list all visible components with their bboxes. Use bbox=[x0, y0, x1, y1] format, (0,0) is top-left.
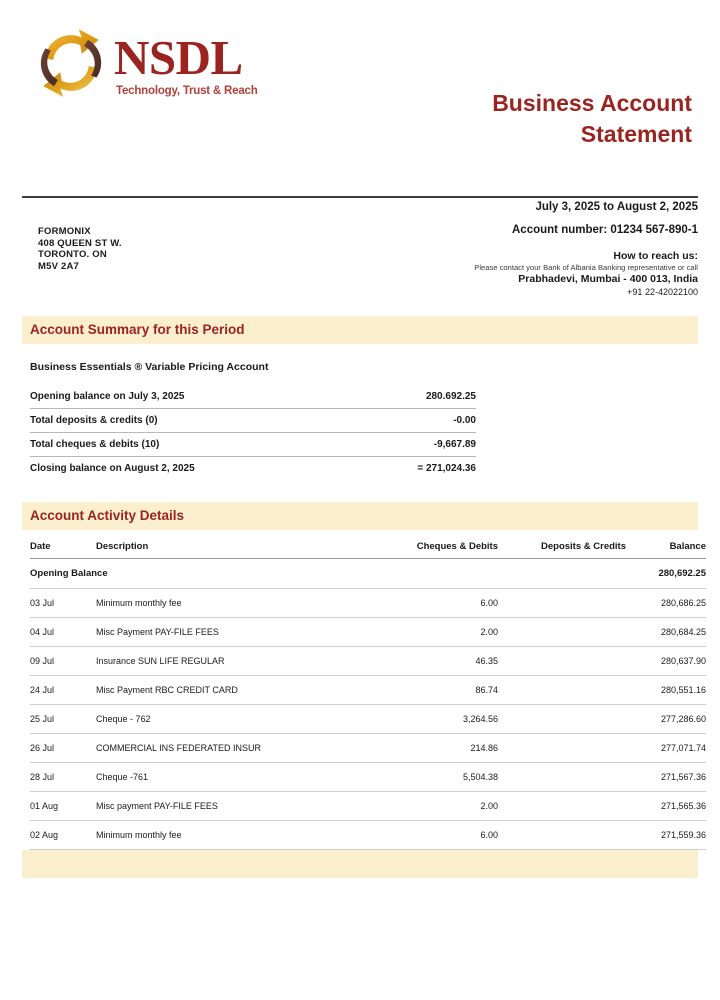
summary-label: Closing balance on August 2, 2025 bbox=[30, 463, 195, 474]
cell-balance: 280,684.25 bbox=[626, 618, 706, 647]
summary-value: -0.00 bbox=[253, 409, 476, 433]
cell-balance: 280,686.25 bbox=[626, 589, 706, 618]
table-body bbox=[30, 559, 706, 850]
summary-label: Opening balance on July 3, 2025 bbox=[30, 385, 253, 409]
account-info-section bbox=[22, 198, 698, 316]
cell-credit bbox=[498, 821, 626, 850]
page-title-line2: Statement bbox=[580, 121, 692, 147]
cell-date: 28 Jul bbox=[30, 763, 96, 792]
table-row bbox=[30, 705, 706, 734]
summary-value: = 271,024.36 bbox=[417, 463, 476, 474]
table-row bbox=[30, 792, 706, 821]
statement-period: July 3, 2025 to August 2, 2025 bbox=[535, 201, 698, 213]
page-title-line1: Business Account bbox=[492, 90, 692, 116]
circular-arrows-logo-icon bbox=[32, 26, 110, 100]
activity-footer-band bbox=[22, 850, 698, 878]
how-to-reach-line: Please contact your Bank of Albania Banking representative or call bbox=[474, 263, 698, 272]
column-header-date: Date bbox=[30, 530, 96, 559]
statement-meta bbox=[178, 201, 698, 298]
cell-balance: 280,637.90 bbox=[626, 647, 706, 676]
cell-debit: 214.86 bbox=[346, 734, 498, 763]
cell-balance: 277,071.74 bbox=[626, 734, 706, 763]
cell-date: 02 Aug bbox=[30, 821, 96, 850]
cell-debit: 5,504.38 bbox=[346, 763, 498, 792]
bank-address: Prabhadevi, Mumbai - 400 013, India bbox=[518, 273, 698, 285]
cell-credit bbox=[498, 647, 626, 676]
table-row bbox=[30, 821, 706, 850]
cell-date: 04 Jul bbox=[30, 618, 96, 647]
table-row bbox=[30, 618, 706, 647]
column-header-debits: Cheques & Debits bbox=[346, 530, 498, 559]
brand-wordmark bbox=[114, 26, 258, 97]
table-header-row bbox=[30, 530, 706, 559]
cell-debit: 6.00 bbox=[346, 589, 498, 618]
summary-row bbox=[30, 457, 476, 481]
cell-debit: 6.00 bbox=[346, 821, 498, 850]
cell-credit bbox=[498, 734, 626, 763]
cell-date: 24 Jul bbox=[30, 676, 96, 705]
cell-date: 09 Jul bbox=[30, 647, 96, 676]
cell-credit bbox=[498, 763, 626, 792]
opening-balance-row bbox=[30, 559, 706, 589]
account-holder-address bbox=[38, 226, 122, 272]
cell-debit: 46.35 bbox=[346, 647, 498, 676]
table-row bbox=[30, 647, 706, 676]
cell-date: 25 Jul bbox=[30, 705, 96, 734]
opening-balance-value: 280,692.25 bbox=[626, 559, 706, 589]
document-header bbox=[22, 0, 698, 160]
summary-row bbox=[30, 385, 476, 409]
cell-date: 26 Jul bbox=[30, 734, 96, 763]
cell-description: Minimum monthly fee bbox=[96, 821, 346, 850]
summary-row bbox=[30, 409, 476, 433]
cell-description: Misc Payment PAY-FILE FEES bbox=[96, 618, 346, 647]
cell-description: Misc payment PAY-FILE FEES bbox=[96, 792, 346, 821]
table-row bbox=[30, 734, 706, 763]
page-title bbox=[272, 88, 692, 150]
column-header-credits: Deposits & Credits bbox=[498, 530, 626, 559]
brand-name: NSDL bbox=[114, 30, 243, 85]
postal-code: M5V 2A7 bbox=[38, 260, 80, 272]
column-header-balance: Balance bbox=[626, 530, 706, 559]
address-line-2: TORONTO. ON bbox=[38, 249, 107, 260]
address-line-1: 408 QUEEN ST W. bbox=[38, 237, 122, 249]
account-activity-band: Account Activity Details bbox=[22, 502, 698, 530]
opening-balance-label: Opening Balance bbox=[30, 559, 346, 589]
cell-credit bbox=[498, 705, 626, 734]
table-row bbox=[30, 763, 706, 792]
account-summary-band: Account Summary for this Period bbox=[22, 316, 698, 344]
account-activity-section bbox=[22, 502, 706, 878]
cell-balance: 277,286.60 bbox=[626, 705, 706, 734]
summary-value: -9,667.89 bbox=[253, 433, 476, 457]
cell-credit bbox=[498, 589, 626, 618]
cell-debit: 3,264.56 bbox=[346, 705, 498, 734]
cell-balance: 271,565.36 bbox=[626, 792, 706, 821]
brand-tagline: Technology, Trust & Reach bbox=[116, 85, 258, 97]
cell-description: Cheque - 762 bbox=[96, 705, 346, 734]
cell-balance: 271,567.36 bbox=[626, 763, 706, 792]
column-header-description: Description bbox=[96, 530, 346, 559]
cell-date: 03 Jul bbox=[30, 589, 96, 618]
account-holder-name: FORMONIX bbox=[38, 226, 91, 237]
table-row bbox=[30, 589, 706, 618]
cell-credit bbox=[498, 676, 626, 705]
summary-label: Total deposits & credits (0) bbox=[30, 409, 253, 433]
summary-value: 280.692.25 bbox=[253, 385, 476, 409]
summary-label: Total cheques & debits (10) bbox=[30, 433, 253, 457]
cell-description: Misc Payment RBC CREDIT CARD bbox=[96, 676, 346, 705]
table-row bbox=[30, 676, 706, 705]
cell-description: Insurance SUN LIFE REGULAR bbox=[96, 647, 346, 676]
cell-description: Minimum monthly fee bbox=[96, 589, 346, 618]
summary-row bbox=[30, 433, 476, 457]
cell-debit: 86.74 bbox=[346, 676, 498, 705]
account-activity-table bbox=[30, 530, 706, 850]
brand-logo bbox=[32, 26, 258, 100]
cell-balance: 280,551.16 bbox=[626, 676, 706, 705]
cell-credit bbox=[498, 792, 626, 821]
cell-debit: 2.00 bbox=[346, 792, 498, 821]
account-number: Account number: 01234 567-890-1 bbox=[512, 224, 698, 236]
cell-description: Cheque -761 bbox=[96, 763, 346, 792]
cell-balance: 271,559.36 bbox=[626, 821, 706, 850]
cell-debit: 2.00 bbox=[346, 618, 498, 647]
cell-credit bbox=[498, 618, 626, 647]
bank-phone: +91 22-42022100 bbox=[627, 287, 698, 297]
account-summary-table bbox=[30, 385, 476, 480]
how-to-reach-title: How to reach us: bbox=[613, 250, 698, 262]
cell-description: COMMERCIAL INS FEDERATED INSUR bbox=[96, 734, 346, 763]
product-name: Business Essentials ® Variable Pricing Account bbox=[30, 361, 269, 373]
cell-date: 01 Aug bbox=[30, 792, 96, 821]
